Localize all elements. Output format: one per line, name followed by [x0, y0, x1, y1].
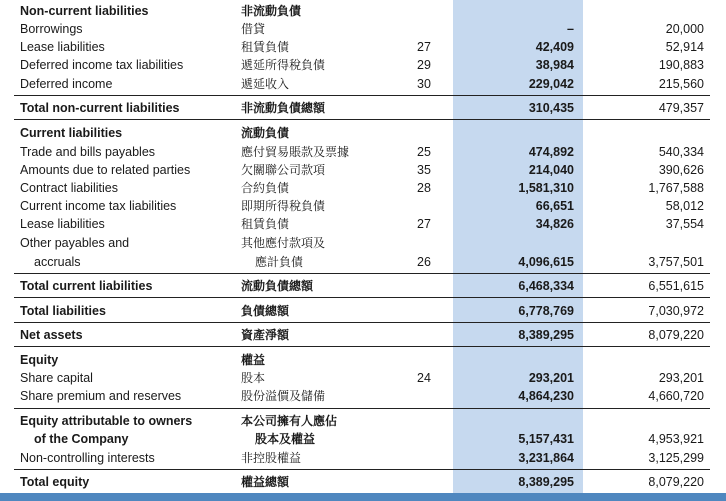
label-zh: 合約負債 — [241, 181, 290, 195]
prior-year-value: 4,953,921 — [648, 432, 704, 446]
table-row-other-payables-line1 — [0, 234, 726, 252]
label-zh: 流動負債 — [241, 126, 290, 140]
label-en: Equity — [20, 353, 59, 367]
current-year-value: 6,468,334 — [518, 279, 574, 293]
prior-year-value: 3,125,299 — [648, 451, 704, 465]
label-en: Share capital — [20, 371, 93, 385]
total-row-current-liabilities — [0, 277, 726, 295]
divider — [14, 469, 710, 470]
label-zh: 遞延收入 — [241, 77, 290, 91]
label-en: Share premium and reserves — [20, 389, 182, 403]
current-year-value: 293,201 — [528, 371, 574, 385]
table-row — [0, 161, 726, 179]
label-en: Deferred income tax liabilities — [20, 58, 184, 72]
table-row — [0, 369, 726, 387]
total-row-non-current-liabilities — [0, 99, 726, 117]
note-ref: 35 — [417, 163, 431, 177]
section-header-current-liabilities — [0, 124, 726, 142]
prior-year-value: 190,883 — [658, 58, 704, 72]
total-row-liabilities — [0, 302, 726, 320]
label-en: Current liabilities — [20, 126, 123, 140]
label-zh: 資產淨額 — [241, 328, 290, 342]
label-zh: 非流動負債 — [241, 4, 302, 18]
label-en: Total current liabilities — [20, 279, 153, 293]
note-ref: 24 — [417, 371, 431, 385]
current-year-value: 6,778,769 — [518, 304, 574, 318]
table-row — [0, 20, 726, 38]
note-ref: 26 — [417, 255, 431, 269]
label-zh: 流動負債總額 — [241, 279, 314, 293]
current-year-value: 42,409 — [535, 40, 574, 54]
prior-year-value: 37,554 — [665, 217, 704, 231]
table-row-other-payables-line2 — [0, 253, 726, 271]
prior-year-value: 4,660,720 — [648, 389, 704, 403]
label-zh: 借貸 — [241, 22, 266, 36]
label-en: Net assets — [20, 328, 83, 342]
label-zh: 非流動負債總額 — [241, 101, 326, 115]
label-zh: 即期所得稅負債 — [241, 199, 326, 213]
divider — [14, 322, 710, 323]
prior-year-value: 1,767,588 — [648, 181, 704, 195]
table-row — [0, 56, 726, 74]
label-zh: 應付貿易賬款及票據 — [241, 145, 350, 159]
label-zh: 股本 — [241, 371, 266, 385]
label-zh: 遞延所得稅負債 — [241, 58, 326, 72]
note-ref: 27 — [417, 217, 431, 231]
label-en: Non-controlling interests — [20, 451, 155, 465]
label-zh: 權益總額 — [241, 475, 290, 489]
note-ref: 29 — [417, 58, 431, 72]
prior-year-value: 479,357 — [658, 101, 704, 115]
label-zh: 非控股權益 — [241, 451, 302, 465]
table-row — [0, 75, 726, 93]
prior-year-value: 3,757,501 — [648, 255, 704, 269]
note-ref: 27 — [417, 40, 431, 54]
label-en: Non-current liabilities — [20, 4, 149, 18]
divider — [14, 119, 710, 120]
table-row-equity-attributable-line1 — [0, 412, 726, 430]
total-row-net-assets — [0, 326, 726, 344]
label-zh: 本公司擁有人應佔 — [241, 414, 338, 428]
current-year-value: 4,096,615 — [518, 255, 574, 269]
label-en: accruals — [34, 255, 81, 269]
table-row — [0, 387, 726, 405]
table-row — [0, 449, 726, 467]
table-row — [0, 143, 726, 161]
prior-year-value: 215,560 — [658, 77, 704, 91]
current-year-value: 34,826 — [535, 217, 574, 231]
current-year-value: 5,157,431 — [518, 432, 574, 446]
label-en: Lease liabilities — [20, 217, 105, 231]
note-ref: 30 — [417, 77, 431, 91]
current-year-value: 214,040 — [528, 163, 574, 177]
divider — [14, 408, 710, 409]
label-zh: 權益 — [241, 353, 266, 367]
prior-year-value: 20,000 — [665, 22, 704, 36]
divider — [14, 95, 710, 96]
label-en: Other payables and — [20, 236, 130, 250]
prior-year-value: 540,334 — [658, 145, 704, 159]
prior-year-value: 52,914 — [665, 40, 704, 54]
prior-year-value: 8,079,220 — [648, 475, 704, 489]
divider — [14, 346, 710, 347]
prior-year-value: 293,201 — [658, 371, 704, 385]
current-year-value: 229,042 — [528, 77, 574, 91]
label-zh: 欠關聯公司款項 — [241, 163, 326, 177]
label-zh: 負債總額 — [241, 304, 290, 318]
current-year-value: 8,389,295 — [518, 328, 574, 342]
label-en: of the Company — [34, 432, 129, 446]
note-ref: 28 — [417, 181, 431, 195]
note-ref: 25 — [417, 145, 431, 159]
prior-year-value: 8,079,220 — [648, 328, 704, 342]
label-en: Lease liabilities — [20, 40, 105, 54]
current-year-value: 1,581,310 — [518, 181, 574, 195]
current-year-value: 8,389,295 — [518, 475, 574, 489]
table-row — [0, 215, 726, 233]
divider — [14, 297, 710, 298]
current-year-value: 66,651 — [535, 199, 574, 213]
label-en: Current income tax liabilities — [20, 199, 177, 213]
label-zh: 應計負債 — [255, 255, 304, 269]
current-year-value: 4,864,230 — [518, 389, 574, 403]
label-en: Total liabilities — [20, 304, 106, 318]
label-en: Amounts due to related parties — [20, 163, 191, 177]
prior-year-value: 390,626 — [658, 163, 704, 177]
label-en: Deferred income — [20, 77, 113, 91]
section-header-equity — [0, 351, 726, 369]
table-row — [0, 197, 726, 215]
label-en: Trade and bills payables — [20, 145, 156, 159]
label-en: Equity attributable to owners — [20, 414, 193, 428]
current-year-value: 310,435 — [528, 101, 574, 115]
label-zh: 其他應付款項及 — [241, 236, 326, 250]
prior-year-value: 7,030,972 — [648, 304, 704, 318]
bottom-accent-bar — [0, 493, 726, 501]
current-year-value: 474,892 — [528, 145, 574, 159]
table-row-equity-attributable-line2 — [0, 430, 726, 448]
section-header-non-current-liabilities — [0, 2, 726, 20]
label-zh: 股本及權益 — [255, 432, 316, 446]
label-en: Total non-current liabilities — [20, 101, 180, 115]
table-row — [0, 179, 726, 197]
label-en: Borrowings — [20, 22, 83, 36]
total-row-equity — [0, 473, 726, 491]
prior-year-value: 6,551,615 — [648, 279, 704, 293]
label-en: Contract liabilities — [20, 181, 118, 195]
current-year-value: 3,231,864 — [518, 451, 574, 465]
label-zh: 租賃負債 — [241, 217, 290, 231]
current-year-value: 38,984 — [535, 58, 574, 72]
divider — [14, 273, 710, 274]
label-zh: 租賃負債 — [241, 40, 290, 54]
table-row — [0, 38, 726, 56]
label-en: Total equity — [20, 475, 90, 489]
prior-year-value: 58,012 — [665, 199, 704, 213]
current-year-value: – — [567, 22, 574, 36]
label-zh: 股份溢價及儲備 — [241, 389, 326, 403]
